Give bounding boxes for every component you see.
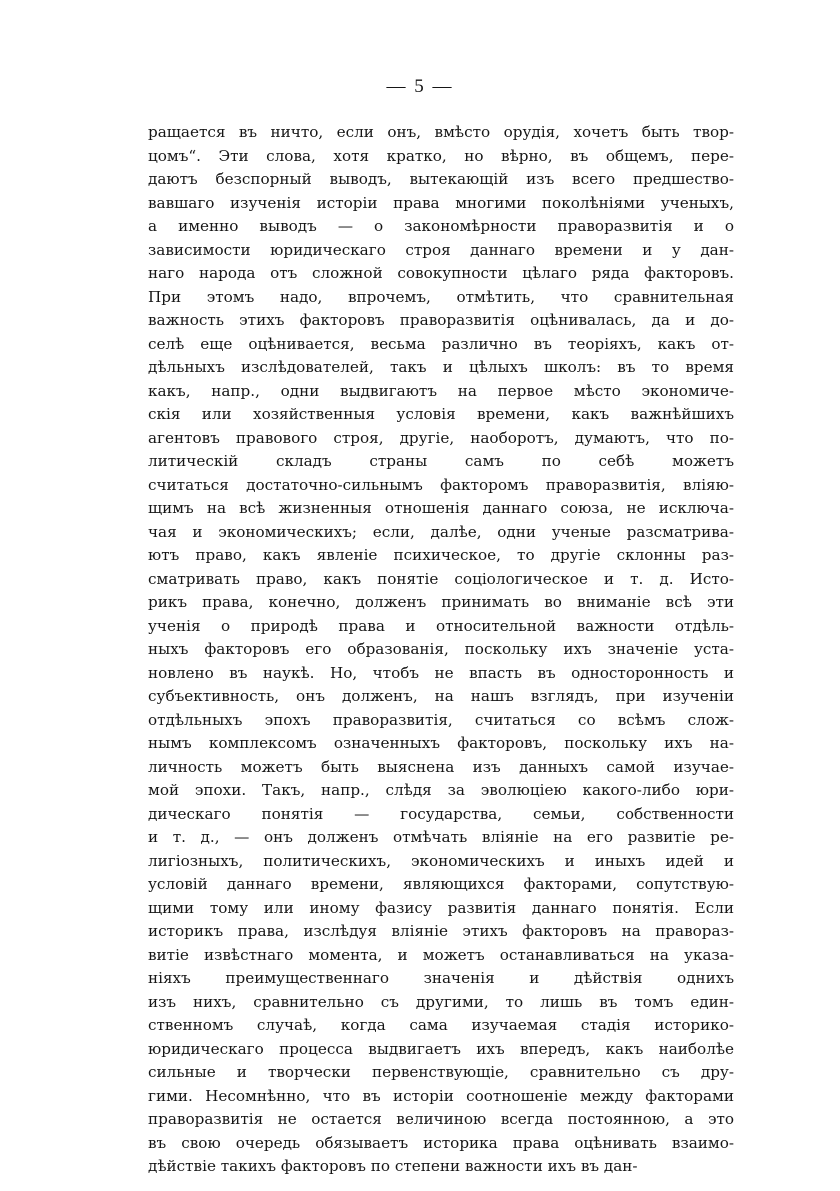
text-line: дѣльныхъ изслѣдователей, такъ и цѣлыхъ школъ: въ то время xyxy=(148,358,734,376)
text-line: ютъ право, какъ явленіе психическое, то другіе склонны раз- xyxy=(148,546,734,564)
text-line: историкъ права, изслѣдуя вліяніе этихъ факторовъ на правораз- xyxy=(148,922,734,940)
text-line: отдѣльныхъ эпохъ правоpазвитія, считаться со всѣмъ слож- xyxy=(148,710,734,729)
text-line: дѣйствіе такихъ факторовъ по степени важности ихъ въ дан- xyxy=(148,1157,638,1175)
text-line: личность можетъ быть выяснена изъ данныхъ самой изучае- xyxy=(148,757,734,776)
text-line: нымъ комплексомъ означенныхъ факторовъ, поскольку ихъ на- xyxy=(148,734,734,752)
text-line: лигіозныхъ, политическихъ, экономическихъ и иныхъ идей и xyxy=(148,851,734,870)
body-text xyxy=(148,121,734,1179)
text-line: селѣ еще оцѣнивается, весьма различно въ теоріяхъ, какъ от- xyxy=(148,334,734,353)
text-line: важность этихъ факторовъ правоpазвитія оцѣнивалась, да и до- xyxy=(148,311,734,329)
text-line: ращается въ ничто, если онъ, вмѣсто орудія, хочетъ быть твор- xyxy=(148,123,734,141)
text-line: дическаго понятія — государства, семьи, собственности xyxy=(148,804,734,823)
text-line: ныхъ факторовъ его образованія, поскольку ихъ значеніе уста- xyxy=(148,640,734,658)
text-line: сильные и творчески первенствующіе, сравнительно съ дру- xyxy=(148,1063,734,1081)
text-line: ніяхъ преимущественнаго значенія и дѣйствія однихъ xyxy=(148,969,734,987)
text-line: считаться достаточно-сильнымъ факторомъ правоpазвитія, вліяю- xyxy=(148,475,734,494)
text-line: мой эпохи. Такъ, напр., слѣдя за эволюціею какого-либо юри- xyxy=(148,781,734,799)
text-line: юридическаго процесса выдвигаетъ ихъ впередъ, какъ наиболѣе xyxy=(148,1039,734,1058)
text-line: условій даннаго времени, являющихся факторами, сопутствую- xyxy=(148,875,734,893)
text-line: наго народа отъ сложной совокупности цѣлаго ряда факторовъ. xyxy=(148,264,734,282)
text-line: При этомъ надо, впрочемъ, отмѣтить, что сравнительная xyxy=(148,287,734,306)
text-line: ственномъ случаѣ, когда сама изучаемая стадія историко- xyxy=(148,1016,734,1034)
text-line: изъ нихъ, сравнительно съ другими, то лишь въ томъ един- xyxy=(148,992,734,1011)
text-line: витіе извѣстнаго момента, и можетъ останавливаться на указа- xyxy=(148,945,734,964)
text-line: субъективность, онъ долженъ, на нашъ взглядъ, при изученіи xyxy=(148,687,734,705)
text-line: новлено въ наукѣ. Но, чтобъ не впасть въ односторонность и xyxy=(148,663,734,682)
text-line: даютъ безспорный выводъ, вытекающій изъ всего предшество- xyxy=(148,170,734,188)
text-line: вавшаго изученія исторіи права многими поколѣніями ученыхъ, xyxy=(148,193,734,212)
text-line: какъ, напр., одни выдвигаютъ на первое мѣсто экономиче- xyxy=(148,381,734,400)
text-line: а именно выводъ — о закономѣрности правоpазвитія и о xyxy=(148,217,734,235)
text-line: щимъ на всѣ жизненныя отношенія даннаго союза, не исключа- xyxy=(148,499,734,517)
text-line: гими. Несомнѣнно, что въ исторіи соотношеніе между факторами xyxy=(148,1086,734,1105)
text-line: литическій складъ страны самъ по себѣ можетъ xyxy=(148,452,734,470)
text-line: щими тому или иному фазису развитія даннаго понятія. Если xyxy=(148,898,734,917)
text-line: зависимости юридическаго строя даннаго времени и у дан- xyxy=(148,240,734,259)
page-number: — 5 — xyxy=(386,76,454,97)
text-line: цомъ“. Эти слова, хотя кратко, но вѣрно, въ общемъ, пере- xyxy=(148,146,734,165)
text-line: въ свою очередь обязываетъ историка права оцѣнивать взаимо- xyxy=(148,1133,734,1152)
text-line: ученія о природѣ права и относительной важности отдѣль- xyxy=(148,616,734,635)
text-line: скія или хозяйственныя условія времени, какъ важнѣйшихъ xyxy=(148,405,734,423)
text-line: чая и экономическихъ; если, далѣе, одни ученые разсматрива- xyxy=(148,522,734,541)
text-line: и т. д., — онъ долженъ отмѣчать вліяніе на его развитіе ре- xyxy=(148,828,734,846)
text-line: сматривать право, какъ понятіе соціологическое и т. д. Исто- xyxy=(148,569,734,588)
text-line: рикъ права, конечно, долженъ принимать во вниманіе всѣ эти xyxy=(148,593,734,611)
text-line: агентовъ правового строя, другіе, наоборотъ, думаютъ, что по- xyxy=(148,428,734,447)
text-line: праворазвитія не остается величиною всегда постоянною, а это xyxy=(148,1110,734,1128)
